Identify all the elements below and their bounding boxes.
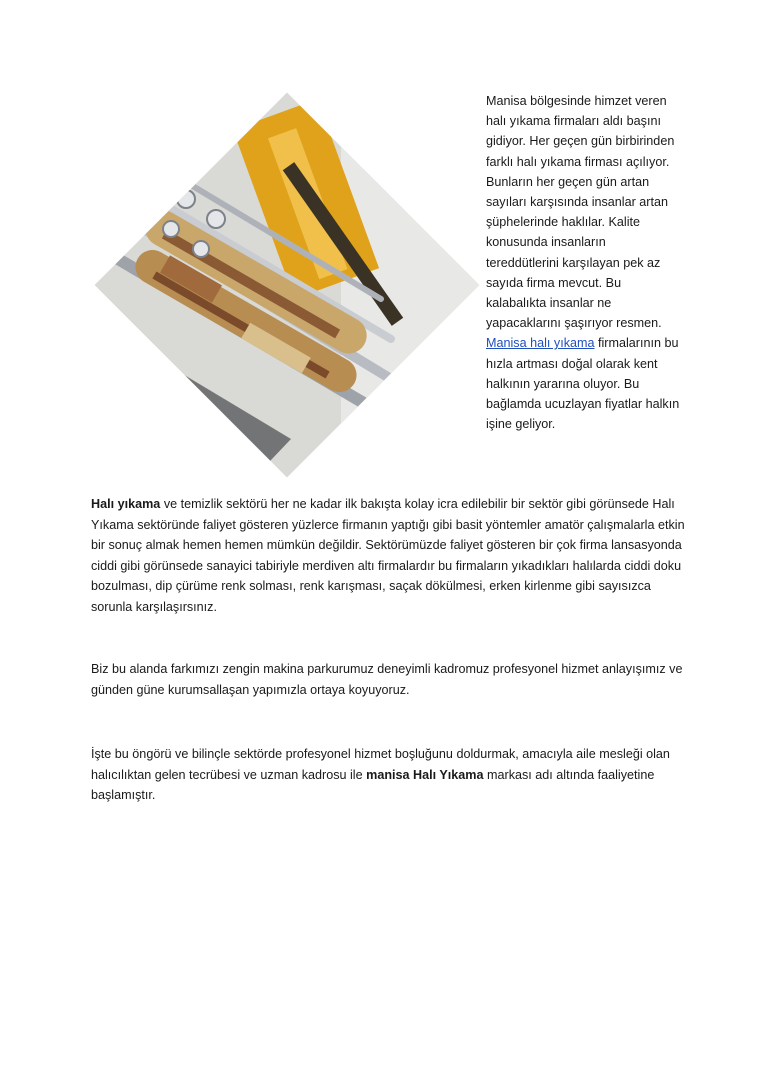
photo-frame — [95, 93, 480, 478]
sidebar-text-outro: firmalarının bu hızla artması doğal olarak kent halkının yararına oluyor. Bu bağlamda ucuzlayan fiyatlar halkın işine geliyor. — [486, 336, 680, 432]
paragraph-3 — [91, 744, 691, 806]
manisa-hali-yikama-link[interactable]: Manisa halı yıkama — [486, 336, 595, 351]
paragraph-2 — [91, 659, 691, 700]
paragraph-3-text-after: markası adı altında faaliyetine başlamıştır. — [91, 767, 655, 803]
sidebar-text-intro: Manisa bölgesinde himzet veren halı yıkama firmaları aldı başını gidiyor. Her geçen gün birbirinden farklı halı yıkama firması açılıyor. Bunların her geçen gün artan sayıları karşısında insanlar artan şüphelerinde haklılar. Kalite konusunda insanların tereddütlerini karşılayan pek az sayıda firma mevcut. Bu kalabalıkta insanlar ne yapacaklarını şaşırıyor resmen. — [486, 94, 675, 331]
paragraph-3-text-before: İşte bu öngörü ve bilinçle sektörde profesyonel hizmet boşluğunu doldurmak, amacıyla aile mesleği olan halıcılıktan gelen tecrübesi ve uzman kadrosu ile — [91, 747, 670, 782]
carpet-machine-illustration — [95, 93, 480, 478]
paragraph-2-text: Biz bu alanda farkımızı zengin makina parkurumuz deneyimli kadromuz profesyonel hizmet anlayışımız ve günden güne kurumsallaşan yapımızla ortaya koyuyoruz. — [91, 662, 683, 697]
carpet-washing-photo — [95, 93, 479, 477]
paragraph-1-text: ve temizlik sektörü her ne kadar ilk bakışta kolay icra edilebilir bir sektör gibi görünsede Halı Yıkama sektöründe faliyet gösteren yüzlerce firmanın yaptığı gibi basit yöntemler amatör çalışmalarla etkin bir sonuç almak hemen hemen mümkün değildir. Sektörümüzde faliyet gösteren bir çok firma lansasyonda ciddi gibi görünsede sanayici tabiriyle merdiven altı firmalardır bu firmaların yıkadıkları halılarda ciddi doku bozulması, dip çürüme renk solması, renk karışması, saçak dökülmesi, erken kirlenme gibi sayısızca sorunla karşılaşırsınız. — [91, 497, 685, 614]
sidebar-text-block — [486, 91, 682, 434]
paragraph-1 — [91, 494, 691, 618]
paragraph-3-bold: manisa Halı Yıkama — [366, 767, 484, 782]
paragraph-1-bold-lead: Halı yıkama — [91, 497, 161, 511]
